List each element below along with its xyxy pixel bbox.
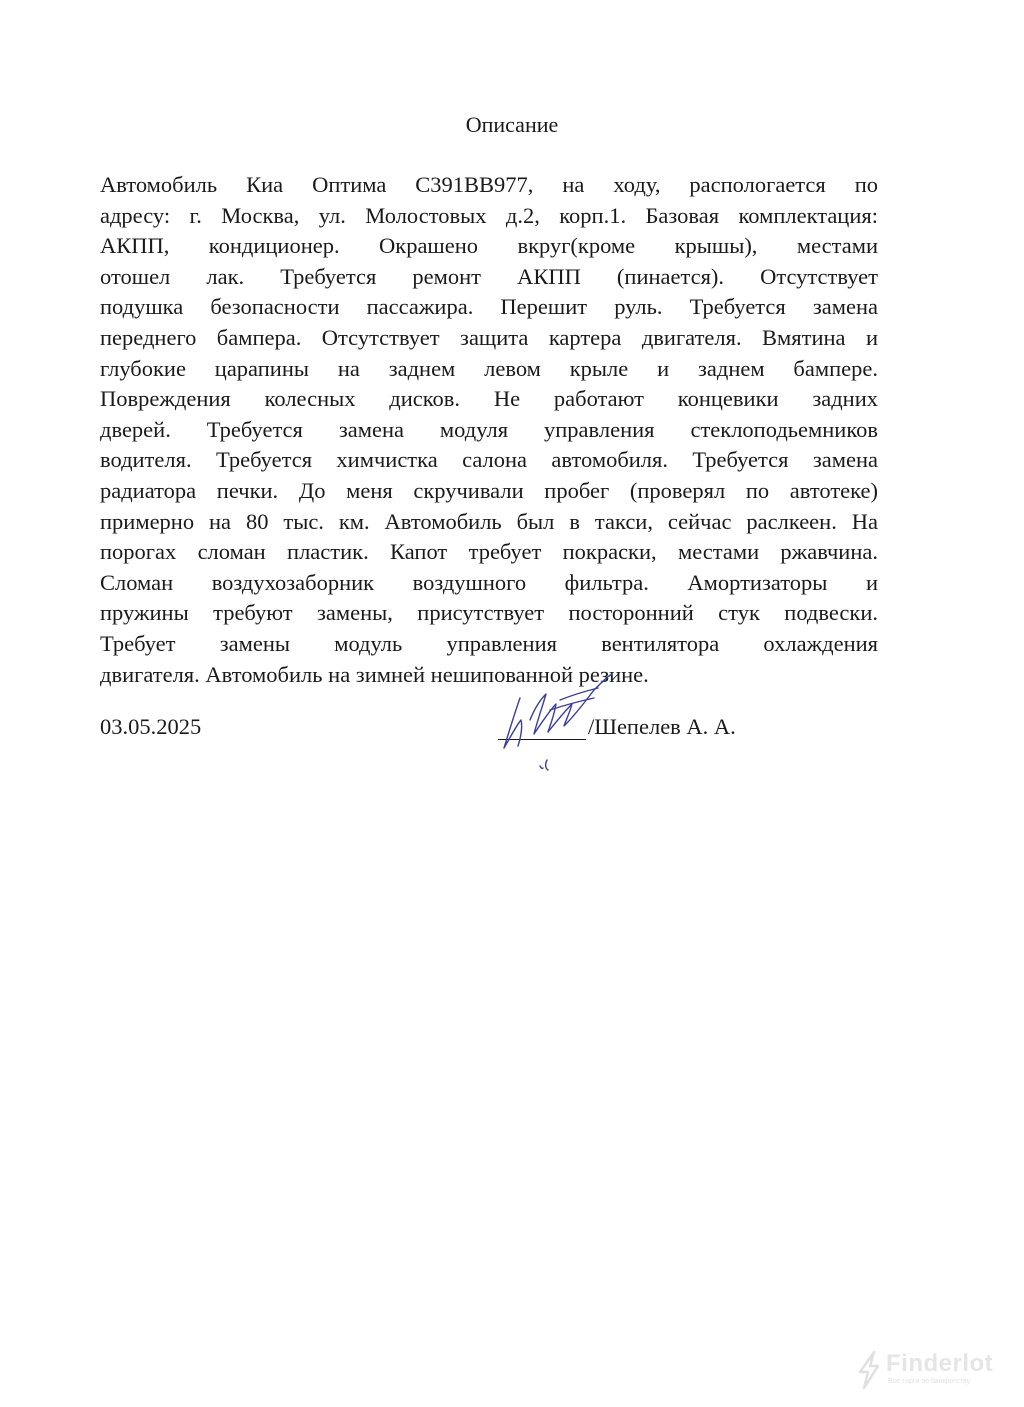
body-line: адресу: г. Москва, ул. Молостовых д.2, корп.1. Базовая комплектация: bbox=[100, 202, 878, 228]
body-line: Сломан воздухозаборник воздушного фильтра. Амортизаторы и bbox=[100, 569, 878, 595]
body-line: переднего бампера. Отсутствует защита картера двигателя. Вмятина и bbox=[100, 324, 878, 350]
body-line: Повреждения колесных дисков. Не работают концевики задних bbox=[100, 386, 878, 412]
body-line: Требует замены модуль управления вентилятора охлаждения bbox=[100, 630, 878, 656]
body-line: подушка безопасности пассажира. Перешит руль. Требуется замена bbox=[100, 294, 878, 320]
signer-name: /Шепелев А. А. bbox=[588, 714, 736, 739]
body-line: двигателя. Автомобиль на зимней нешипованной резине. bbox=[100, 661, 649, 687]
body-line: АКПП, кондиционер. Окрашено вкруг(кроме крышы), местами bbox=[100, 233, 878, 259]
body-line: пружины требуют замены, присутствует посторонний стук подвески. bbox=[100, 600, 878, 626]
finderlot-logo-icon bbox=[856, 1350, 882, 1390]
body-line: порогах сломан пластик. Капот требует покраски, местами ржавчина. bbox=[100, 539, 878, 565]
document-body bbox=[100, 170, 878, 690]
document-title: Описание bbox=[465, 112, 559, 137]
body-line: радиатора печки. До меня скручивали пробег (проверял по автотеке) bbox=[100, 477, 878, 503]
body-line: дверей. Требуется замена модуля управления стеклоподьемников bbox=[100, 416, 878, 442]
document-date: 03.05.2025 bbox=[100, 714, 202, 739]
body-line: Автомобиль Киа Оптима С391ВВ977, на ходу, распологается по bbox=[100, 172, 878, 197]
watermark-brand: Finderlot bbox=[886, 1350, 994, 1377]
body-line: примерно на 80 тыс. км. Автомобиль был в такси, сейчас раслкеен. На bbox=[100, 508, 878, 534]
body-line: глубокие царапины на заднем левом крыле и заднем бампере. bbox=[100, 355, 878, 381]
body-line: водителя. Требуется химчистка салона автомобиля. Требуется замена bbox=[100, 447, 878, 473]
body-line: отошел лак. Требуется ремонт АКПП (пинается). Отсутствует bbox=[100, 263, 878, 289]
finderlot-watermark bbox=[856, 1350, 1016, 1398]
watermark-tagline: Все торги по банкротству bbox=[888, 1378, 971, 1385]
